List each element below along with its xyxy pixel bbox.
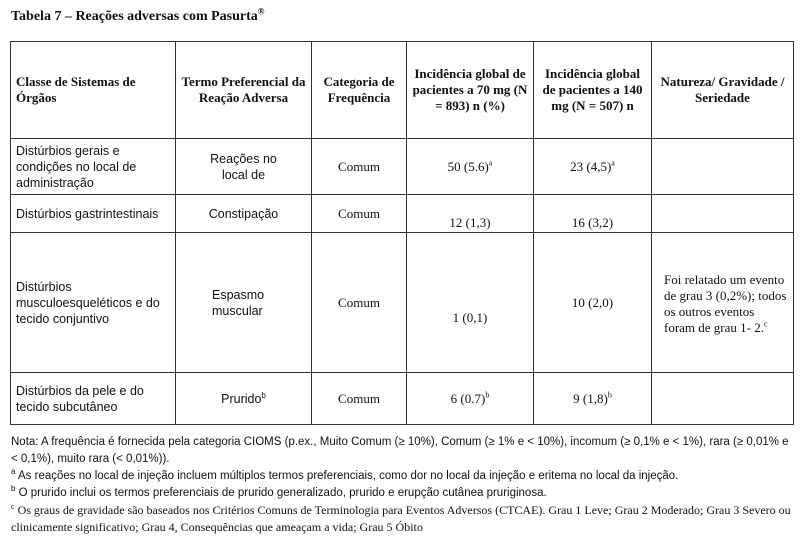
cell-natureza — [652, 195, 794, 233]
cell-termo: Prurido$^b$ — [176, 373, 312, 425]
cell-categoria: Comum — [312, 373, 407, 425]
footnote-nota: Nota: A frequência é fornecida pela categoria CIOMS (p.ex., Muito Comum (≥ 10%), Comum (≥ 1% e < 10%), incomum (≥ 0,1% e < 1%), rara (≥ 0,01% e < 0,1%), muito rara (< 0,01%)). — [11, 436, 789, 465]
cell-natureza: Foi relatado um evento de grau 3 (0,2%); todos os outros eventos foram de grau 1- 2.$^c$ — [652, 233, 794, 373]
table-row — [11, 139, 794, 195]
header-classe: Classe de Sistemas de Órgãos — [11, 42, 176, 139]
footnote-b: $^b$ O prurido inclui os termos preferenciais de prurido generalizado, prurido e erupção cutânea pruriginosa. — [11, 484, 547, 499]
adverse-reactions-table — [10, 41, 794, 425]
cell-classe: Distúrbios gastrintestinais — [11, 195, 176, 233]
header-natureza: Natureza/ Gravidade / Seriedade — [652, 42, 794, 139]
header-row — [11, 42, 794, 139]
cell-classe: Distúrbios gerais e condições no local de administração — [11, 139, 176, 195]
header-categoria: Categoria de Frequência — [312, 42, 407, 139]
table-title: Tabela 7 – Reações adversas com Pasurta® — [11, 6, 265, 24]
table-footnotes — [11, 434, 791, 536]
cell-classe: Distúrbios musculoesqueléticos e do tecido conjuntivo — [11, 233, 176, 373]
cell-categoria: Comum — [312, 195, 407, 233]
table-row — [11, 195, 794, 233]
header-incidencia-70: Incidência global de pacientes a 70 mg (N = 893) n (%) — [407, 42, 534, 139]
footnote-a: $^a$ As reações no local de injeção incluem múltiplos termos preferenciais, como dor no local da injeção e eritema no local da injeção. — [11, 467, 679, 482]
table-row — [11, 373, 794, 425]
cell-incidencia-70: 6 $(0.7)^b$ — [407, 373, 534, 425]
cell-termo: Reações no local de — [176, 139, 312, 195]
table-row — [11, 233, 794, 373]
cell-incidencia-140: 10 (2,0) — [534, 233, 652, 373]
cell-incidencia-70: 12 (1,3) — [407, 195, 534, 233]
cell-incidencia-140: 9 $(1,8)^b$ — [534, 373, 652, 425]
cell-categoria: Comum — [312, 139, 407, 195]
cell-categoria: Comum — [312, 233, 407, 373]
footnote-c: $^c$ Os graus de gravidade são baseados nos Critérios Comuns de Terminologia para Eventos Adversos (CTCAE). Grau 1 Leve; Grau 2 Moderado; Grau 3 Severo ou clinicamente significativo; Grau 4, Consequências que ameaçam a vida; Grau 5 Óbito — [11, 502, 791, 534]
cell-classe: Distúrbios da pele e do tecido subcutâneo — [11, 373, 176, 425]
cell-termo: Constipação — [176, 195, 312, 233]
cell-termo: Espasmo muscular — [176, 233, 312, 373]
header-termo: Termo Preferencial da Reação Adversa — [176, 42, 312, 139]
cell-incidencia-140: 16 (3,2) — [534, 195, 652, 233]
header-incidencia-140: Incidência global de pacientes a 140 mg (N = 507) n — [534, 42, 652, 139]
cell-incidencia-70: 1 (0,1) — [407, 233, 534, 373]
cell-incidencia-70: 50 $(5.6)^a$ — [407, 139, 534, 195]
cell-natureza — [652, 373, 794, 425]
cell-incidencia-140: 23 $(4,5)^a$ — [534, 139, 652, 195]
cell-natureza — [652, 139, 794, 195]
